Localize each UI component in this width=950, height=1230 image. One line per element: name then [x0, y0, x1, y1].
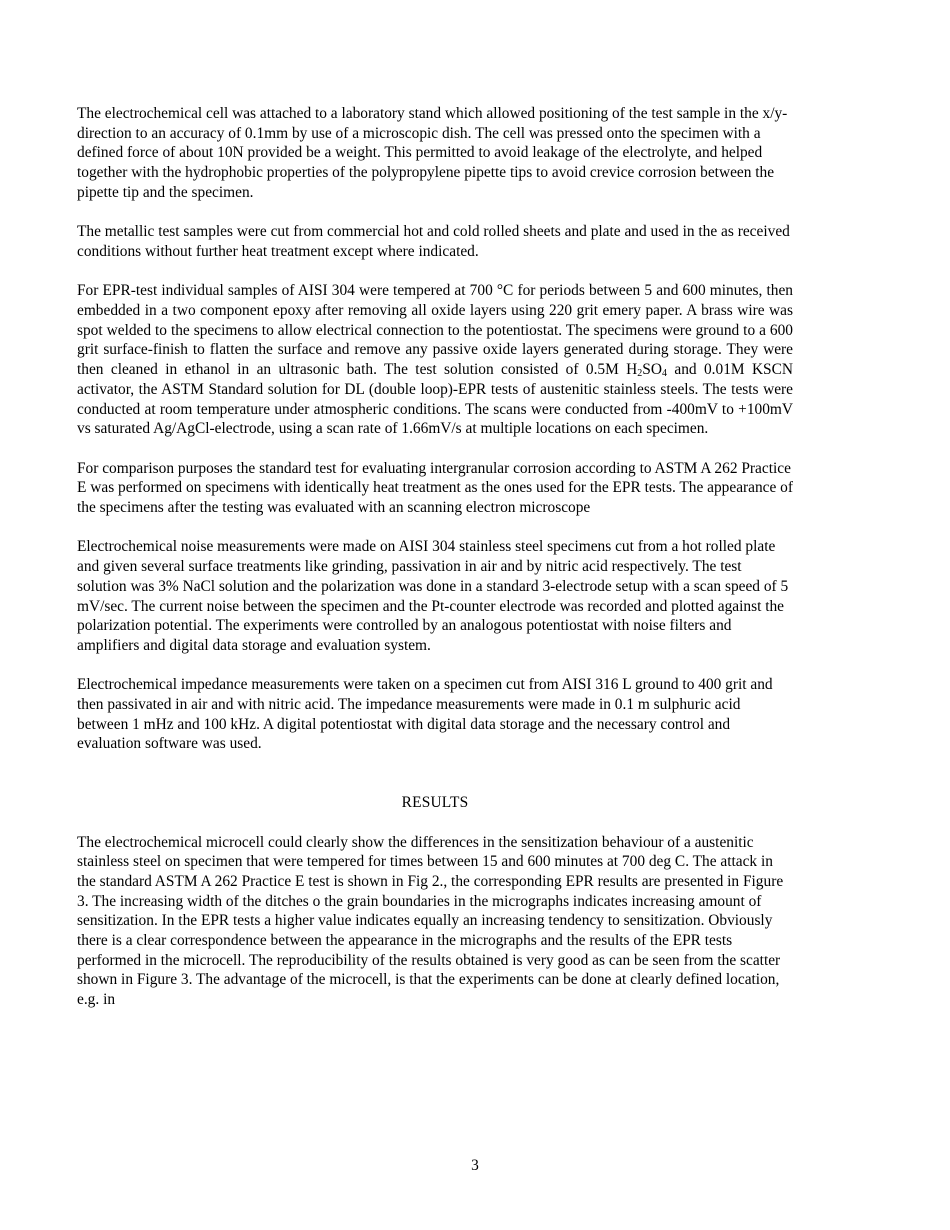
paragraph-comparison: For comparison purposes the standard test for evaluating intergranular corrosion according to ASTM A 262 Practice E was performed on specimens with identically heat treatment as the ones used for the EPR tests. The appearance of the specimens after the testing was evaluated with an scanning electron microscope	[77, 459, 794, 517]
document-body	[77, 104, 793, 1030]
paragraph-test-samples: The metallic test samples were cut from commercial hot and cold rolled sheets and plate and used in the as received conditions without further heat treatment except where indicated.	[77, 223, 790, 260]
subscript-4: 4	[661, 368, 667, 380]
paragraph-epr-test	[77, 281, 793, 439]
paragraph-impedance-measurements: Electrochemical impedance measurements were taken on a specimen cut from AISI 316 L ground to 400 grit and then passivated in air and with nitric acid. The impedance measurements were made in 0.1 m sulphuric acid between 1 mHz and 100 kHz. A digital potentiostat with digital data storage and the necessary control and evaluation software was used.	[77, 676, 773, 753]
paragraph-cell-setup: The electrochemical cell was attached to a laboratory stand which allowed positioning of the test sample in the x/y-direction to an accuracy of 0.1mm by use of a microscopic dish. The cell was pressed onto the specimen with a defined force of about 10N provided be a weight. This permitted to avoid leakage of the electrolyte, and helped together with the hydrophobic properties of the polypropylene pipette tips to avoid crevice corrosion between the pipette tip and the specimen.	[77, 105, 788, 201]
epr-text-part-1: For EPR-test individual samples of AISI 304 were tempered at 700 °C for periods between 5 and 600 minutes, then embedded in a two component epoxy after removing all oxide layers using 220 grit emery paper. A brass wire was spot welded to the specimens to allow electrical connection to the potentiostat. The specimens were ground to a 600 grit surface-finish to flatten the surface and remove any passive oxide layers generated during storage. They were then cleaned in ethanol in an ultrasonic bath. The test solution consisted of 0.5M H	[77, 282, 793, 379]
paragraph-results: The electrochemical microcell could clearly show the differences in the sensitization behaviour of a austenitic stainless steel on specimen that were tempered for times between 15 and 600 minutes at 700 deg C. The attack in the standard ASTM A 262 Practice E test is shown in Fig 2., the corresponding EPR results are presented in Figure 3. The increasing width of the ditches o the grain boundaries in the micrographs indicates increasing amount of sensitization. In the EPR tests a higher value indicates equally an increasing tendency to sensitization. Obviously there is a clear correspondence between the appearance in the micrographs and the results of the EPR tests performed in the microcell. The reproducibility of the results obtained is very good as can be seen from the scatter shown in Figure 3. The advantage of the microcell, is that the experiments can be done at clearly defined location, e.g. in	[77, 833, 784, 1009]
paragraph-noise-measurements: Electrochemical noise measurements were made on AISI 304 stainless steel specimens cut from a hot rolled plate and given several surface treatments like grinding, passivation in air and by nitric acid respectively. The test solution was 3% NaCl solution and the polarization was done in a standard 3-electrode setup with a scan speed of 5 mV/sec. The current noise between the specimen and the Pt-counter electrode was recorded and plotted against the polarization potential. The experiments were controlled by an analogous potentiostat with noise filters and amplifiers and digital data storage and evaluation system.	[77, 538, 789, 654]
page-number: 3	[471, 1157, 479, 1174]
subscript-2: 2	[637, 368, 643, 380]
epr-text-part-3: and 0.01M KSCN activator, the ASTM Standard solution for DL (double loop)-EPR tests of austenitic stainless steels. The tests were conducted at room temperature under atmospheric conditions. The scans were conducted from -400mV to +100mV vs saturated Ag/AgCl-electrode, using a scan rate of 1.66mV/s at multiple locations on each specimen.	[77, 361, 794, 438]
epr-text-part-2: SO	[642, 361, 662, 379]
results-heading: RESULTS	[401, 794, 469, 812]
